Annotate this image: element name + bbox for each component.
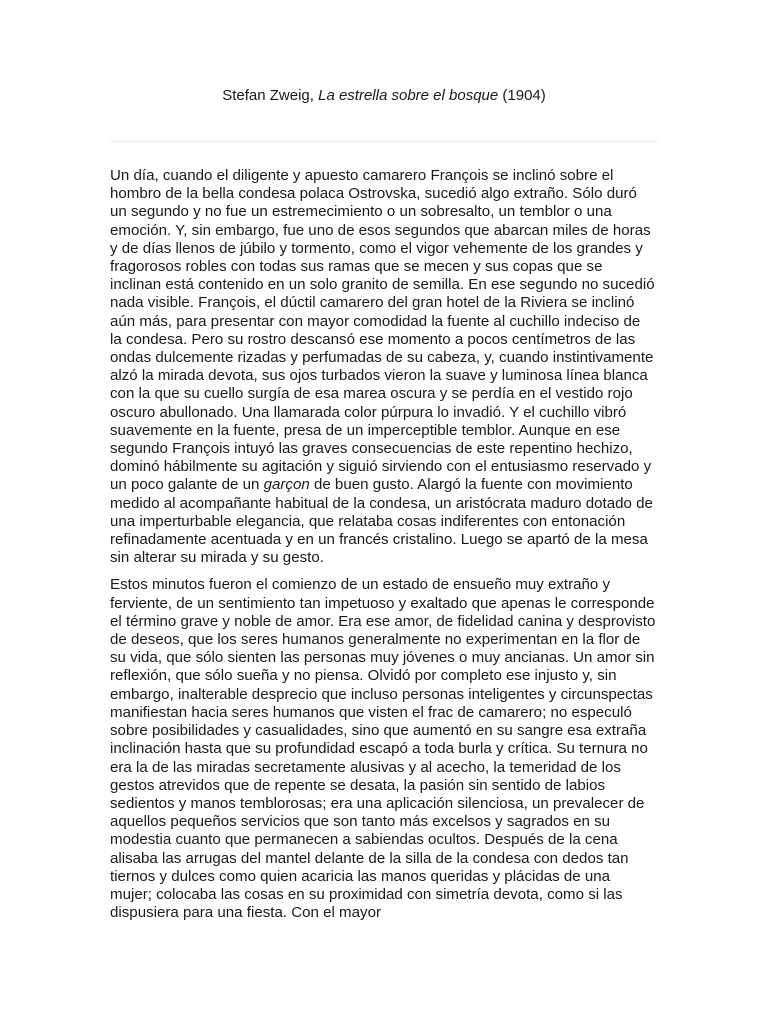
- paragraph-1-italic-word: garçon: [263, 476, 310, 494]
- paragraph-1-text-a: Un día, cuando el diligente y apuesto camarero François se inclinó sobre el hombro de la bella condesa polaca Ostrovska, sucedió algo extraño. Sólo duró un segundo y no fue un estremecimiento o un sobresalto, un temblor o una emoción. Y, sin embargo, fue uno de esos segundos que abarcan miles de horas y de días llenos de júbilo y tormento, como el vigor vehemente de los grandes y fragorosos robles con todas sus ramas que se mecen y sus copas que se inclinan está contenido en un solo granito de semilla. En ese segundo no sucedió nada visible. François, el dúctil camarero del gran hotel de la Riviera se inclinó aún más, para presentar con mayor comodidad la fuente al cuchillo indeciso de la condesa. Pero su rostro descansó ese momento a pocos centímetros de las ondas dulcemente rizadas y perfumadas de su cabeza, y, cuando instintivamente alzó la mirada devota, sus ojos turbados vieron la suave y luminosa línea blanca con la que su cuello surgía de esa marea oscura y se perdía en el vestido rojo oscuro abullonado. Una llamarada color púrpura lo invadió. Y el cuchillo vibró suavemente en la fuente, presa de un imperceptible temblor. Aunque en ese segundo François intuyó las graves consecuencias de este repentino hechizo, dominó hábilmente su agitación y siguió sirviendo con el entusiasmo reservado y un poco galante de un: [110, 167, 655, 494]
- work-title: La estrella sobre el bosque: [318, 87, 499, 104]
- paragraph-2: Estos minutos fueron el comienzo de un estado de ensueño muy extraño y ferviente, de un sentimiento tan impetuoso y exaltado que apenas le corresponde el término grave y noble de amor. Era ese amor, de fidelidad canina y desprovisto de deseos, que los seres humanos generalmente no experimentan en la flor de su vida, que sólo sienten las personas muy jóvenes o muy ancianas. Un amor sin reflexión, que sólo sueña y no piensa. Olvidó por completo ese injusto y, sin embargo, inalterable desprecio que incluso personas inteligentes y circunspectas manifiestan hacia seres humanos que visten el frac de camarero; no especuló sobre posibilidades y casualidades, sino que aumentó en su sangre esa extraña inclinación hasta que su profundidad escapó a toda burla y crítica. Su ternura no era la de las miradas secretamente alusivas y al acecho, la temeridad de los gestos atrevidos que de repente se desata, la pasión sin sentido de labios sedientos y manos temblorosas; era una aplicación silenciosa, un prevalecer de aquellos pequeños servicios que son tanto más excelsos y sagrados en su modestia cuanto que permanecen a sabiendas ocultos. Después de la cena alisaba las arrugas del mantel delante de la silla de la condesa con dedos tan tiernos y dulces como quien acaricia las manos queridas y plácidas de una mujer; colocaba las cosas en su proximidad con simetría devota, como si las dispusiera para una fiesta. Con el mayor: [110, 576, 656, 922]
- author-name: Stefan Zweig,: [222, 87, 314, 104]
- paragraph-1-text-b: de buen gusto. Alargó la fuente con movimiento medido al acompañante habitual de la condesa, un aristócrata maduro dotado de una imperturbable elegancia, que relataba cosas indiferentes con entonación refinadamente acentuada y en un francés cristalino. Luego se apartó de la mesa sin alterar su mirada y su gesto.: [110, 476, 653, 567]
- publication-year: (1904): [502, 87, 546, 104]
- document-body: [110, 167, 656, 931]
- document-title: [0, 86, 768, 106]
- paragraph-1: [110, 167, 656, 567]
- title-divider: [110, 141, 658, 142]
